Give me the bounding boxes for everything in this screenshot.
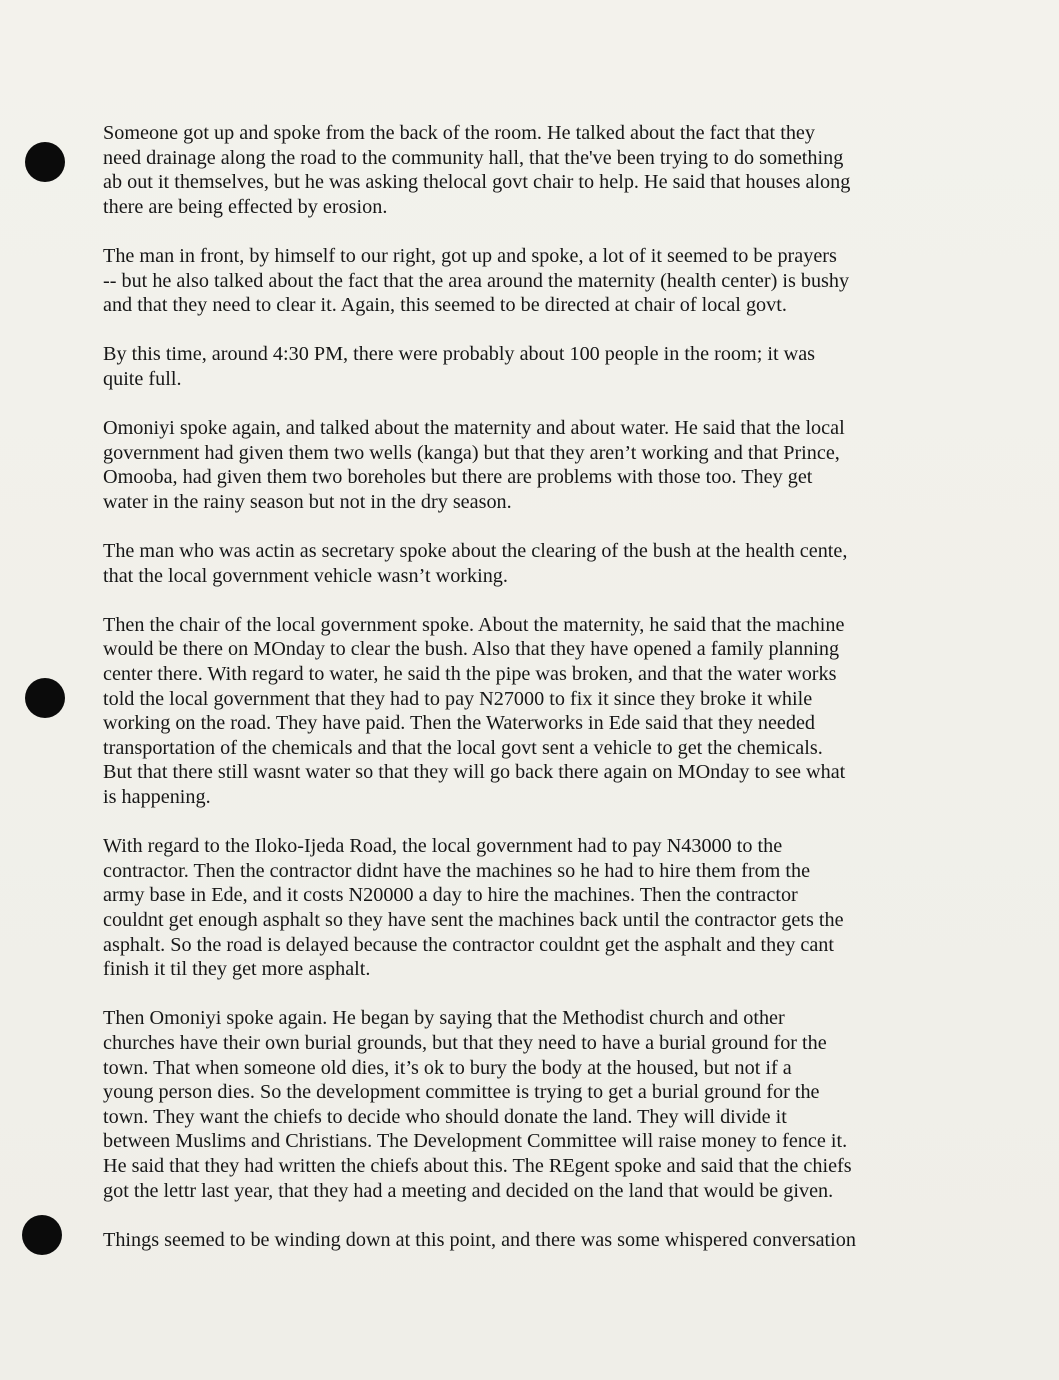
paragraph [103, 416, 933, 514]
text-line: got the lettr last year, that they had a meeting and decided on the land that would be given. [103, 1179, 834, 1202]
text-line: government had given them two wells (kanga) but that they aren’t working and that Prince, [103, 441, 840, 464]
text-line: Someone got up and spoke from the back of the room. He talked about the fact that they [103, 122, 815, 144]
text-line: The man in front, by himself to our right, got up and spoke, a lot of it seemed to be prayers [103, 244, 837, 267]
text-line: By this time, around 4:30 PM, there were probably about 100 people in the room; it was [103, 343, 816, 366]
text-line: Things seemed to be winding down at this point, and there was some whispered conversation [103, 1228, 856, 1251]
text-line: army base in Ede, and it costs N20000 a day to hire the machines. Then the contractor [103, 884, 798, 907]
text-line: there are being effected by erosion. [103, 195, 388, 218]
text-line: town. They want the chiefs to decide who should donate the land. They will divide it [103, 1105, 787, 1128]
text-line: But that there still wasnt water so that they will go back there again on MOnday to see what [103, 761, 846, 784]
punch-hole-bottom [22, 1215, 62, 1255]
text-line: The man who was actin as secretary spoke about the clearing of the bush at the health cente, [103, 540, 848, 563]
punch-hole-top [25, 142, 65, 182]
paragraph [103, 1006, 933, 1203]
text-line: quite full. [103, 367, 182, 390]
text-line: asphalt. So the road is delayed because the contractor couldnt get the asphalt and they cant [103, 933, 834, 956]
text-line: churches have their own burial grounds, but that they need to have a burial ground for the [103, 1031, 827, 1054]
text-line: town. That when someone old dies, it’s ok to bury the body at the housed, but not if a [103, 1056, 792, 1079]
paragraph [103, 1228, 933, 1253]
text-line: that the local government vehicle wasn’t working. [103, 564, 508, 587]
paragraph [103, 613, 933, 810]
text-line: contractor. Then the contractor didnt have the machines so he had to hire them from the [103, 859, 811, 882]
text-line: Then Omoniyi spoke again. He began by saying that the Methodist church and other [103, 1007, 785, 1030]
text-line: With regard to the Iloko-Ijeda Road, the local government had to pay N43000 to the [103, 835, 783, 858]
text-line: -- but he also talked about the fact that the area around the maternity (health center) is bushy [103, 269, 850, 292]
text-line: young person dies. So the development committee is trying to get a burial ground for the [103, 1081, 820, 1104]
text-line: need drainage along the road to the community hall, that the've been trying to do something [103, 146, 844, 169]
paragraph [103, 244, 933, 318]
text-line: ab out it themselves, but he was asking thelocal govt chair to help. He said that houses along [103, 171, 851, 194]
paragraph [103, 342, 933, 391]
text-line: told the local government that they had to pay N27000 to fix it since they broke it while [103, 687, 813, 710]
text-line: water in the rainy season but not in the dry season. [103, 490, 512, 513]
text-line: Omoniyi spoke again, and talked about the maternity and about water. He said that the local [103, 417, 845, 440]
text-line: couldnt get enough asphalt so they have sent the machines back until the contractor gets the [103, 909, 844, 931]
text-line: finish it til they get more asphalt. [103, 958, 371, 981]
text-line: He said that they had written the chiefs about this. The REgent spoke and said that the chiefs [103, 1154, 852, 1177]
document-body [103, 121, 933, 1277]
paragraph [103, 121, 933, 219]
text-line: and that they need to clear it. Again, this seemed to be directed at chair of local govt. [103, 294, 787, 317]
text-line: transportation of the chemicals and that the local govt sent a vehicle to get the chemicals. [103, 736, 823, 759]
punch-hole-middle [25, 678, 65, 718]
text-line: Omooba, had given them two boreholes but there are problems with those too. They get [103, 466, 813, 489]
paragraph [103, 834, 933, 982]
text-line: center there. With regard to water, he said th the pipe was broken, and that the water works [103, 663, 837, 686]
paragraph [103, 539, 933, 588]
text-line: between Muslims and Christians. The Development Committee will raise money to fence it. [103, 1130, 848, 1153]
text-line: is happening. [103, 786, 211, 809]
text-line: Then the chair of the local government spoke. About the maternity, he said that the machine [103, 613, 845, 636]
text-line: working on the road. They have paid. Then the Waterworks in Ede said that they needed [103, 712, 816, 735]
text-line: would be there on MOnday to clear the bush. Also that they have opened a family planning [103, 638, 840, 661]
